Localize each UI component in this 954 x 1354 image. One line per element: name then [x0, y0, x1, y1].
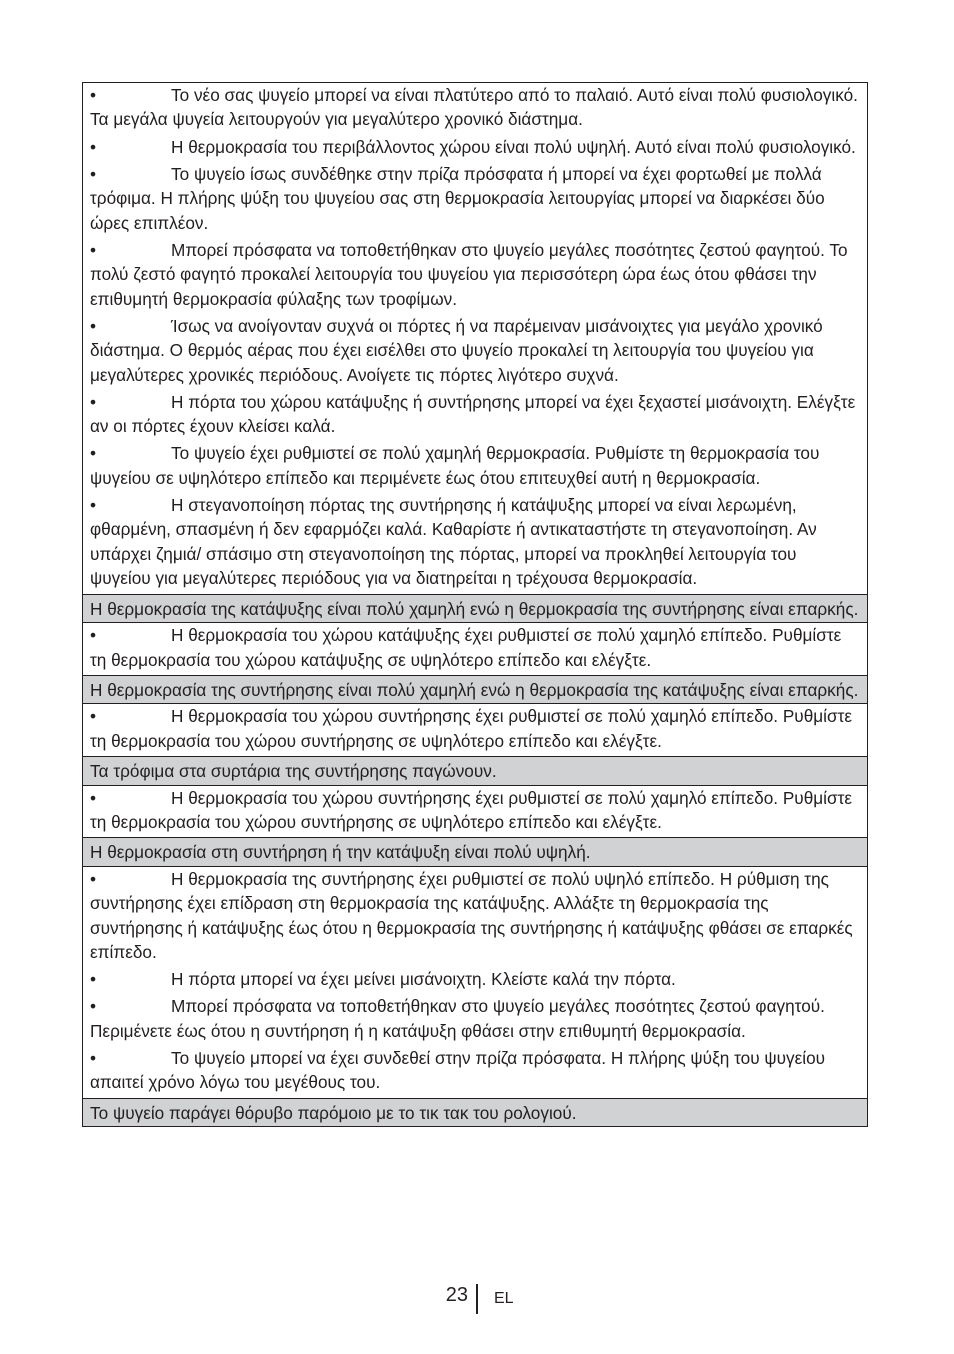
solution-item	[90, 786, 860, 835]
bullet-icon	[90, 83, 171, 107]
bullet-icon	[90, 162, 171, 186]
solution-text: Η θερμοκρασία του χώρου κατάψυξης έχει ρυθμιστεί σε πολύ χαμηλό επίπεδο. Ρυθμίστε τη θερμοκρασία του χώρου κατάψυξης σε υψηλότερο επίπεδο και ελέγξτε.	[90, 625, 842, 670]
bullet-icon	[90, 994, 171, 1018]
bullet-icon	[90, 238, 171, 262]
solution-text: Η πόρτα μπορεί να έχει μείνει μισάνοιχτη. Κλείστε καλά την πόρτα.	[171, 969, 676, 990]
solution-item	[90, 135, 860, 159]
bullet-icon	[90, 623, 171, 647]
bullet-icon	[90, 135, 171, 159]
solution-text: Μπορεί πρόσφατα να τοποθετήθηκαν στο ψυγείο μεγάλες ποσότητες ζεστού φαγητού. Περιμένετε έως ότου η συντήρηση ή η κατάψυξη φθάσει στην επιθυμητή θερμοκρασία.	[90, 996, 825, 1041]
solution-text: Η πόρτα του χώρου κατάψυξης ή συντήρησης μπορεί να έχει ξεχαστεί μισάνοιχτη. Ελέγξτε αν οι πόρτες έχουν κλείσει καλά.	[90, 391, 856, 437]
solution-item	[90, 441, 860, 490]
solutions-block	[83, 83, 867, 594]
solution-text: Το νέο σας ψυγείο μπορεί να είναι πλατύτερο από το παλαιό. Αυτό είναι πολύ φυσιολογικό. Τα μεγάλα ψυγεία λειτουργούν για μεγαλύτερο χρονικό διάστημα.	[90, 85, 858, 130]
solution-text: Η θερμοκρασία του χώρου συντήρησης έχει ρυθμιστεί σε πολύ χαμηλό επίπεδο. Ρυθμίστε τη θερμοκρασία του χώρου συντήρησης σε υψηλότερο επίπεδο και ελέγξτε.	[90, 787, 853, 832]
solutions-block	[83, 866, 867, 1098]
bullet-icon	[90, 786, 171, 810]
bullet-icon	[90, 967, 171, 991]
problem-heading: Το ψυγείο παράγει θόρυβο παρόμοιο με το τικ τακ του ρολογιού.	[83, 1098, 867, 1126]
solutions-block	[83, 785, 867, 838]
bullet-icon	[90, 441, 171, 465]
footer-divider	[476, 1284, 478, 1314]
bullet-icon	[90, 1046, 171, 1070]
problem-heading: Η θερμοκρασία της συντήρησης είναι πολύ χαμηλή ενώ η θερμοκρασία της κατάψυξης είναι επαρκής.	[83, 675, 867, 703]
solution-item	[90, 238, 860, 311]
solution-text: Η θερμοκρασία του περιβάλλοντος χώρου είναι πολύ υψηλή. Αυτό είναι πολύ φυσιολογικό.	[171, 136, 856, 157]
solution-item	[90, 493, 860, 591]
solution-item	[90, 994, 860, 1043]
solution-item	[90, 623, 860, 672]
problem-heading: Η θερμοκρασία στη συντήρηση ή την κατάψυξη είναι πολύ υψηλή.	[83, 837, 867, 865]
solution-item	[90, 83, 860, 132]
solution-text: Ίσως να ανοίγονταν συχνά οι πόρτες ή να παρέμειναν μισάνοιχτες για μεγάλο χρονικό διάστημα. Ο θερμός αέρας που έχει εισέλθει στο ψυγείο προκαλεί τη λειτουργία του ψυγείου για μεγαλύτερες χρονικές περιόδους. Ανοίγετε τις πόρτες λιγότερο συχνά.	[90, 315, 823, 385]
solutions-block	[83, 703, 867, 756]
problem-heading: Τα τρόφιμα στα συρτάρια της συντήρησης παγώνουν.	[83, 756, 867, 784]
solution-text: Η στεγανοποίηση πόρτας της συντήρησης ή κατάψυξης μπορεί να είναι λερωμένη, φθαρμένη, σπασμένη ή δεν εφαρμόζει καλά. Καθαρίστε ή αντικαταστήστε τη στεγανοποίηση. Αν υπάρχει ζημιά/ σπάσιμο στη στεγανοποίηση της πόρτας, μπορεί να προκληθεί λειτουργία του ψυγείου για μεγαλύτερες περιόδους για να διατηρείται η τρέχουσα θερμοκρασία.	[90, 495, 817, 589]
bullet-icon	[90, 493, 171, 517]
solution-item	[90, 162, 860, 235]
troubleshooting-table	[82, 82, 868, 1127]
solution-text: Το ψυγείο μπορεί να έχει συνδεθεί στην πρίζα πρόσφατα. Η πλήρης ψύξη του ψυγείου απαιτεί χρόνο λόγω του μεγέθους του.	[90, 1048, 826, 1093]
page-number: 23	[445, 1284, 468, 1306]
solution-text: Η θερμοκρασία της συντήρησης έχει ρυθμιστεί σε πολύ υψηλό επίπεδο. Η ρύθμιση της συντήρησης έχει επίδραση στη θερμοκρασία της κατάψυξης. Αλλάξτε τη θερμοκρασία της συντήρησης ή κατάψυξης έως ότου η θερμοκρασία της συντήρησης ή κατάψυξης φθάσει σε επαρκές επίπεδο.	[90, 868, 853, 962]
language-code: EL	[494, 1290, 514, 1307]
solution-text: Το ψυγείο έχει ρυθμιστεί σε πολύ χαμηλή θερμοκρασία. Ρυθμίστε τη θερμοκρασία του ψυγείου σε υψηλότερο επίπεδο και περιμένετε έως ότου επιτευχθεί αυτή η θερμοκρασία.	[90, 443, 820, 488]
bullet-icon	[90, 704, 171, 728]
solutions-block	[83, 622, 867, 675]
solution-item	[90, 390, 860, 439]
bullet-icon	[90, 314, 171, 338]
solution-item	[90, 314, 860, 387]
solution-item	[90, 1046, 860, 1095]
solution-text: Το ψυγείο ίσως συνδέθηκε στην πρίζα πρόσφατα ή μπορεί να έχει φορτωθεί με πολλά τρόφιμα. Η πλήρης ψύξη του ψυγείου σας στη θερμοκρασία λειτουργίας μπορεί να διαρκέσει δύο ώρες επιπλέον.	[90, 163, 825, 233]
bullet-icon	[90, 867, 171, 891]
problem-heading: Η θερμοκρασία της κατάψυξης είναι πολύ χαμηλή ενώ η θερμοκρασία της συντήρησης είναι επαρκής.	[83, 594, 867, 622]
bullet-icon	[90, 390, 171, 414]
solution-item	[90, 704, 860, 753]
solution-text: Η θερμοκρασία του χώρου συντήρησης έχει ρυθμιστεί σε πολύ χαμηλό επίπεδο. Ρυθμίστε τη θερμοκρασία του χώρου συντήρησης σε υψηλότερο επίπεδο και ελέγξτε.	[90, 706, 853, 751]
solution-item	[90, 967, 860, 991]
solution-item	[90, 867, 860, 965]
solution-text: Μπορεί πρόσφατα να τοποθετήθηκαν στο ψυγείο μεγάλες ποσότητες ζεστού φαγητού. Το πολύ ζεστό φαγητό προκαλεί λειτουργία του ψυγείου για περισσότερη ώρα έως ότου φθάσει την επιθυμητή θερμοκρασία φύλαξης των τροφίμων.	[90, 239, 848, 309]
